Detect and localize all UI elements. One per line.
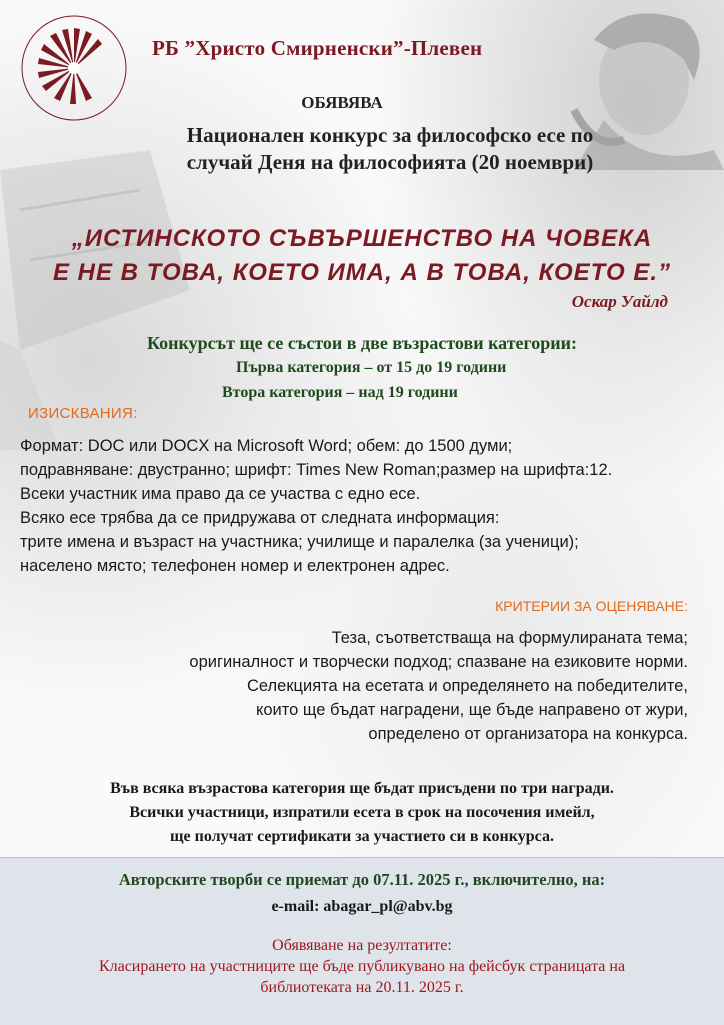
footer-panel xyxy=(0,857,724,1025)
requirements-heading: ИЗИСКВАНИЯ: xyxy=(28,405,138,422)
results-line: Класирането на участниците ще бъде публикувано на фейсбук страницата на xyxy=(98,958,626,975)
criteria-heading: КРИТЕРИИ ЗА ОЦЕНЯВАНЕ: xyxy=(495,598,688,614)
results-line: библиотеката на 20.11. 2025 г. xyxy=(260,979,464,996)
results-line: Обявяване на резултатите: xyxy=(272,937,452,954)
awards-line: Всички участници, изпратили есета в срок на посочения имейл, xyxy=(129,804,595,821)
quote xyxy=(0,222,724,290)
quote-line: Е НЕ В ТОВА, КОЕТО ИМА, А В ТОВА, КОЕТО Е.” xyxy=(52,259,672,286)
submission-deadline: Авторските творби се приемат до 07.11. 2025 г., включително, на: xyxy=(118,870,606,889)
criteria-line: които ще бъдат наградени, ще бъде направено от жури, xyxy=(255,701,688,719)
contest-title-line: случай Деня на философията (20 ноември) xyxy=(186,150,594,174)
contact-email[interactable]: e-mail: abagar_pl@abv.bg xyxy=(271,898,453,915)
results-announcement xyxy=(0,935,724,998)
criteria-line: Селекцията на есетата и определянето на победителите, xyxy=(246,677,688,695)
contest-title-line: Национален конкурс за философско есе по xyxy=(186,123,594,147)
category-first: Първа категория – от 15 до 19 години xyxy=(236,359,507,376)
awards-line: ще получат сертификати за участието си в конкурса. xyxy=(170,828,554,845)
requirements-text xyxy=(20,434,710,578)
awards-line: Във всяка възрастова категория ще бъдат присъдени по три награди. xyxy=(110,780,614,797)
requirements-line: населено място; телефонен номер и електронен адрес. xyxy=(20,557,450,575)
awards-text xyxy=(0,777,724,849)
quote-author: Оскар Уайлд xyxy=(571,292,668,311)
criteria-line: определено от организатора на конкурса. xyxy=(368,725,688,743)
requirements-line: трите имена и възраст на участника; училище и паралелка (за ученици); xyxy=(20,533,579,551)
criteria-line: оригиналност и творчески подход; спазване на езиковите норми. xyxy=(189,653,688,671)
requirements-line: Формат: DOC или DOCX на Microsoft Word; обем: до 1500 думи; xyxy=(20,437,513,455)
requirements-line: подравняване: двустранно; шрифт: Times New Roman;размер на шрифта:12. xyxy=(20,461,613,479)
criteria-text xyxy=(48,626,688,746)
requirements-line: Всеки участник има право да се участва с едно есе. xyxy=(20,485,421,503)
requirements-line: Всяко есе трябва да се придружава от следната информация: xyxy=(20,509,500,527)
quote-line: „ИСТИНСКОТО СЪВЪРШЕНСТВО НА ЧОВЕКА xyxy=(71,225,653,252)
library-name: РБ ”Христо Смирненски”-Плевен xyxy=(152,36,483,60)
criteria-line: Теза, съответстваща на формулираната тема; xyxy=(331,629,688,647)
category-second: Втора категория – над 19 години xyxy=(222,384,458,401)
contest-title xyxy=(100,122,680,176)
categories-heading: Конкурсът ще се състои в две възрастови категории: xyxy=(146,333,578,353)
announcement-label: ОБЯВЯВА xyxy=(301,93,383,112)
